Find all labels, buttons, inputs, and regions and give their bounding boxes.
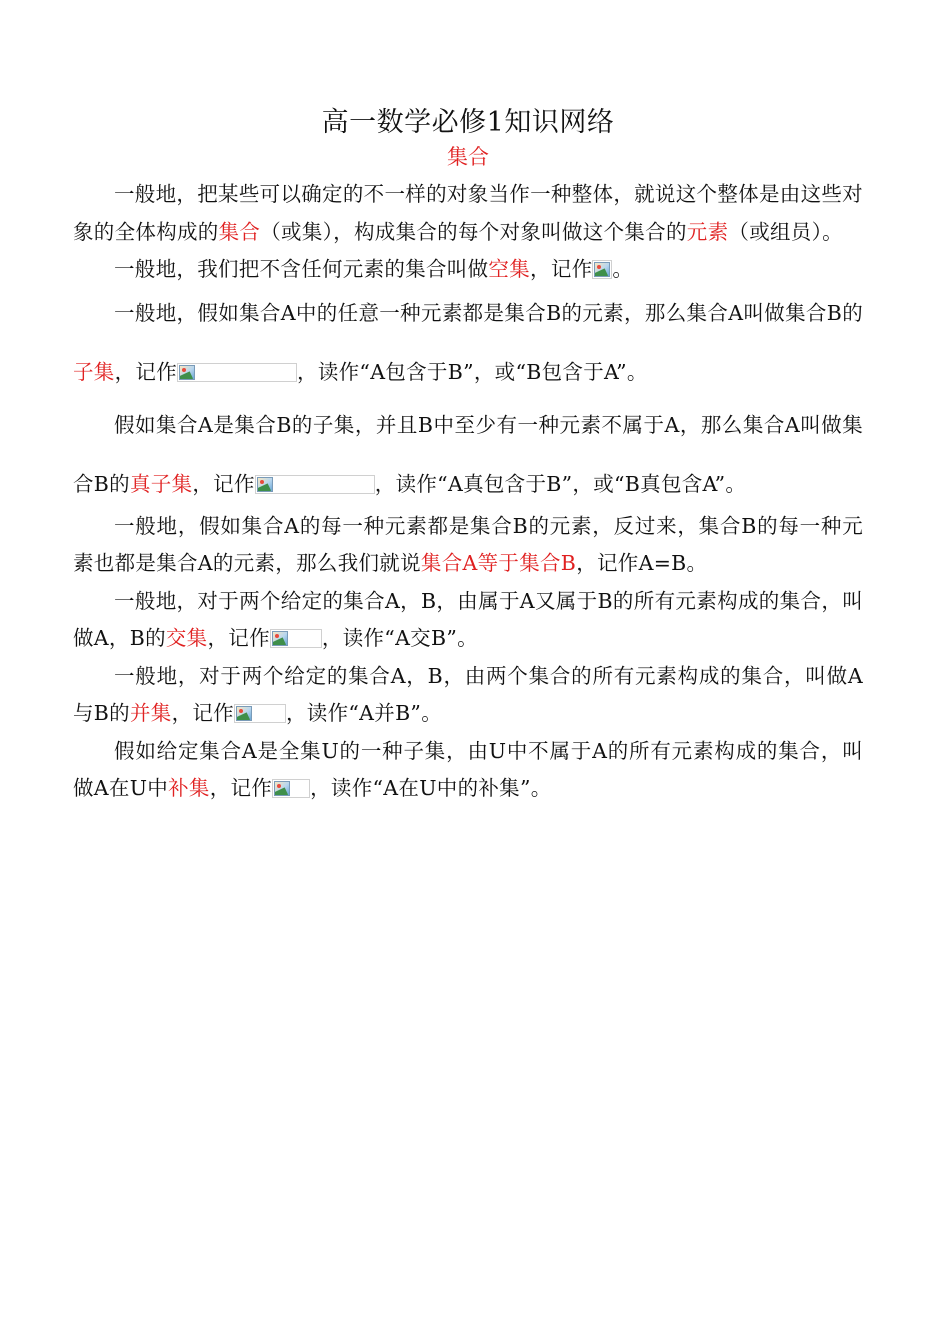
broken-image-icon	[592, 260, 612, 279]
term-set: 集合	[218, 219, 261, 244]
text: ，读作“A真包含于B”，或“B真包含A”。	[374, 471, 747, 496]
text: ，读作“A交B”。	[321, 626, 478, 650]
text: 一般地，假如集合A的每一种元素都是集合B的元素，反过来，集合B的每一种元素也都是集合A的元素，那么我们就说	[73, 513, 863, 575]
term-subset: 子集	[73, 359, 115, 384]
text: ，记作	[530, 257, 593, 281]
broken-image-icon	[255, 475, 375, 494]
broken-image-icon	[272, 779, 310, 798]
text: 一般地，假如集合A中的任意一种元素都是集合B的元素，那么集合A叫做集合B的	[114, 300, 863, 325]
term-intersection: 交集	[165, 626, 208, 650]
term-element: 元素	[686, 219, 729, 244]
text: 假如集合A是集合B的子集，并且B中至少有一种元素不属于A，那么集合A叫做集合B的	[73, 412, 863, 496]
text: 一般地，我们把不含任何元素的集合叫做	[114, 257, 489, 281]
text: 一般地，把某些可以确定的不一样的对象当作一种整体，就说这个整体是由这些对象的全体构成的	[73, 182, 863, 244]
paragraph-intersection	[73, 583, 863, 658]
text: ，读作“A在U中的补集”。	[310, 776, 552, 800]
page-title: 高一数学必修1知识网络	[321, 107, 615, 138]
text: ，记作	[114, 359, 178, 384]
paragraph-union	[73, 658, 863, 733]
broken-image-icon	[270, 629, 322, 648]
paragraph-complement	[73, 733, 863, 808]
text: ，读作“A并B”。	[285, 701, 443, 725]
term-proper-subset: 真子集	[129, 471, 193, 496]
paragraph-subset	[73, 284, 863, 402]
text: ，读作“A包含于B”，或“B包含于A”。	[297, 359, 648, 384]
text: ，记作A=B。	[576, 551, 708, 575]
paragraph-set-equality	[73, 508, 863, 583]
text: ，记作	[207, 626, 270, 650]
text: 一般地，对于两个给定的集合A，B，由属于A又属于B的所有元素构成的集合，叫做A，B的	[73, 588, 863, 650]
term-union: 并集	[129, 701, 172, 725]
term-complement: 补集	[168, 776, 210, 800]
text: 。	[612, 257, 634, 281]
text: （或组员）。	[728, 219, 843, 244]
text: （或集），构成集合的每个对象叫做这个集合的	[260, 219, 687, 244]
broken-image-icon	[234, 704, 286, 723]
term-empty-set: 空集	[488, 257, 531, 281]
text: 假如给定集合A是全集U的一种子集，由U中不属于A的所有元素构成的集合，叫做A在U中	[73, 738, 863, 800]
paragraph-proper-subset	[73, 396, 863, 514]
text: ，记作	[209, 776, 273, 800]
text: ，记作	[192, 471, 255, 496]
term-set-equality: 集合A等于集合B	[420, 551, 577, 575]
broken-image-icon	[177, 363, 297, 382]
text: 一般地，对于两个给定的集合A，B，由两个集合的所有元素构成的集合，叫做A与B的	[73, 663, 863, 725]
text: ，记作	[171, 701, 234, 725]
document-page	[73, 104, 863, 808]
paragraph-set-definition	[73, 176, 863, 251]
section-heading: 集合	[447, 145, 489, 169]
